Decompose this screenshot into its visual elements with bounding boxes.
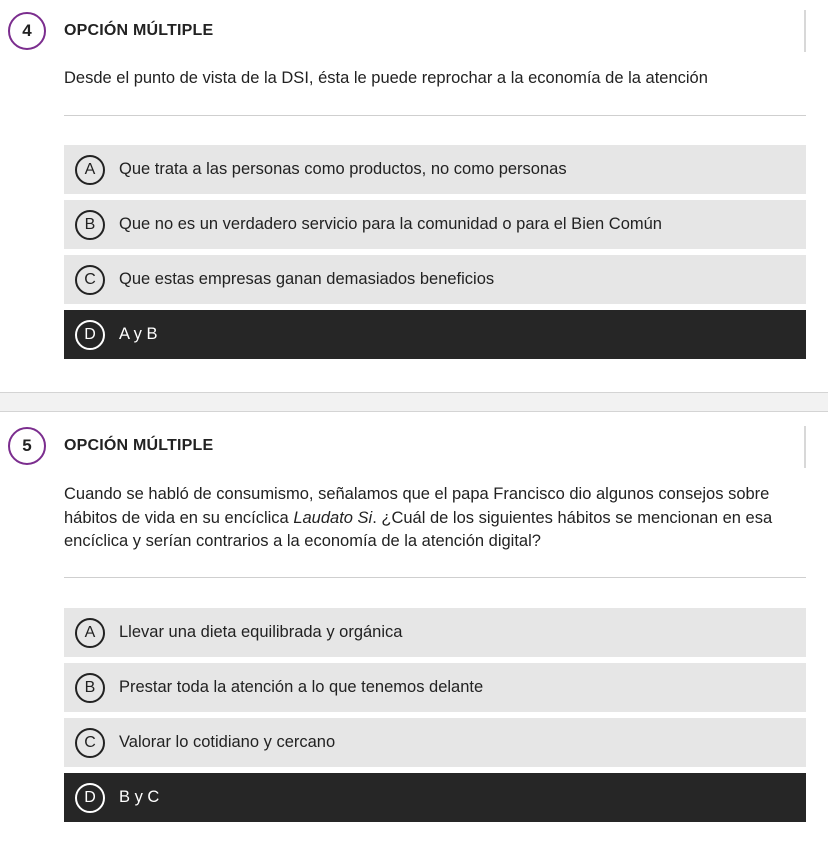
option-letter: B [75,210,105,240]
question-text [64,483,794,554]
option-text: Prestar toda la atención a lo que tenemos delante [119,678,484,696]
option-letter: D [75,320,105,350]
option-c[interactable] [64,718,806,767]
option-a[interactable] [64,608,806,657]
option-b[interactable] [64,200,806,249]
option-text: B y C [119,788,160,806]
question-text-part: . ¿Cuál de los siguientes hábitos se mencionan en esa encíclica y serían contrarios a la economía de la atención digital? [64,508,773,550]
option-b[interactable] [64,663,806,712]
question-type-label: OPCIÓN MÚLTIPLE [64,22,214,39]
option-d[interactable] [64,773,806,822]
option-letter: C [75,728,105,758]
question-header-rule [804,426,806,468]
option-text: Valorar lo cotidiano y cercano [119,733,336,751]
option-text: Que no es un verdadero servicio para la comunidad o para el Bien Común [119,215,662,233]
question-divider [64,577,806,578]
question-separator [0,392,828,412]
option-text: Llevar una dieta equilibrada y orgánica [119,623,403,641]
option-c[interactable] [64,255,806,304]
option-text: A y B [119,325,158,343]
question-type-label: OPCIÓN MÚLTIPLE [64,437,214,454]
encyclical-title: Laudato Si [293,508,373,527]
question-text-part: Cuando se habló de consumismo, señalamos que el papa Francisco dio algunos consejos sobre hábitos de vida en su encíclica [64,485,770,527]
option-letter: A [75,618,105,648]
question-number: 4 [22,21,32,40]
option-text: Que estas empresas ganan demasiados beneficios [119,270,495,288]
question-number-badge [8,12,46,50]
option-d[interactable] [64,310,806,359]
option-text: Que trata a las personas como productos, no como personas [119,160,567,178]
option-letter: C [75,265,105,295]
option-letter: D [75,783,105,813]
question-text: Desde el punto de vista de la DSI, ésta le puede reprochar a la economía de la atención [64,69,708,87]
question-number: 5 [22,436,32,455]
option-a[interactable] [64,145,806,194]
question-divider [64,115,806,116]
option-letter: B [75,673,105,703]
question-number-badge [8,427,46,465]
question-header-rule [804,10,806,52]
option-letter: A [75,155,105,185]
